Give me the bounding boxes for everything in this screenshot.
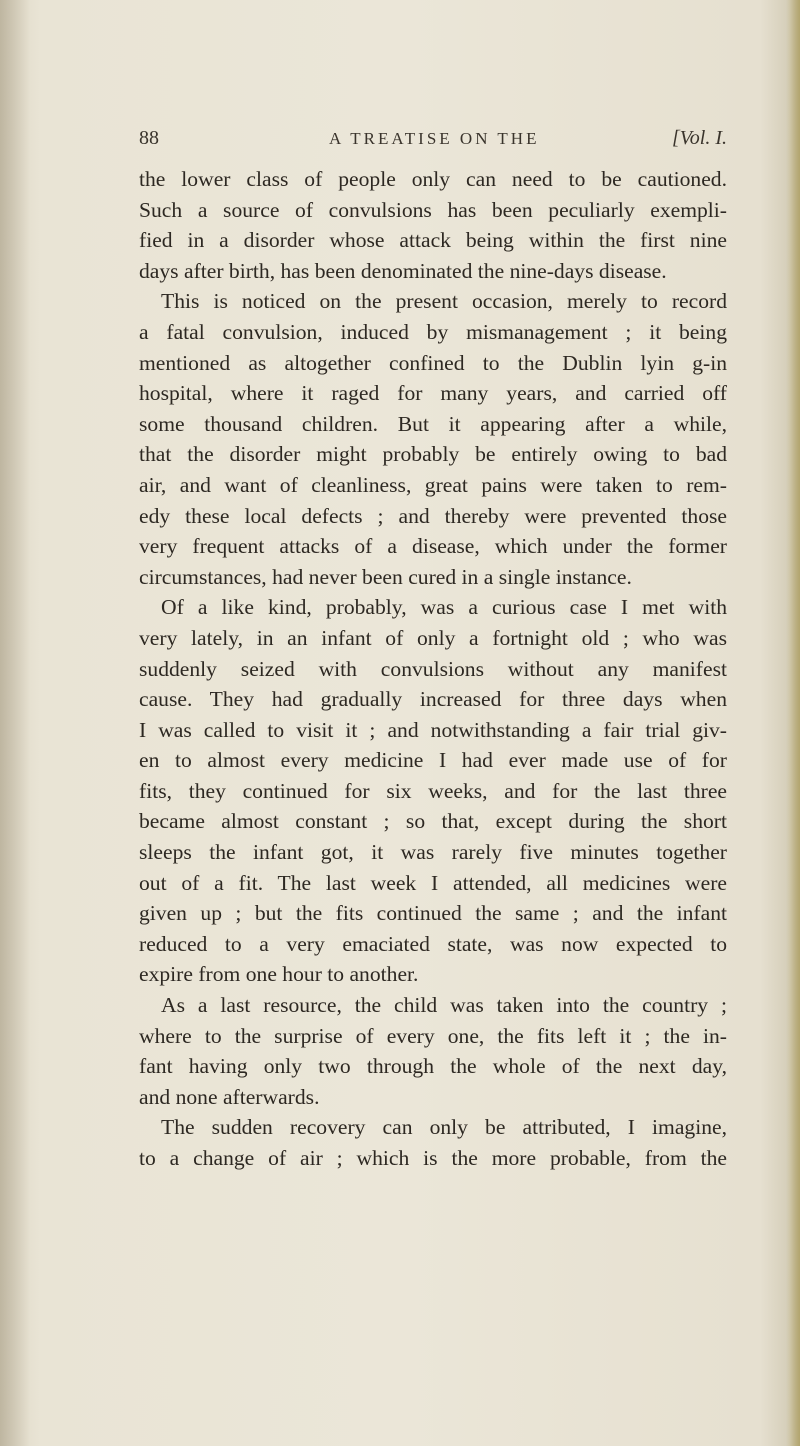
text-line: where to the surprise of every one, the fits left it ; the in- bbox=[139, 1023, 727, 1048]
text-line: en to almost every medicine I had ever made use of for bbox=[139, 748, 727, 773]
text-line: given up ; but the fits continued the same ; and the infant bbox=[139, 901, 727, 926]
text-line: hospital, where it raged for many years, and carried off bbox=[139, 381, 727, 406]
text-line: mentioned as altogether confined to the Dublin lyin g-in bbox=[139, 350, 727, 375]
text-line: fant having only two through the whole of the next day, bbox=[139, 1054, 727, 1079]
text-line: fied in a disorder whose attack being within the first nine bbox=[139, 228, 727, 253]
text-line: fits, they continued for six weeks, and for the last three bbox=[139, 778, 727, 803]
text-line: very frequent attacks of a disease, which under the former bbox=[139, 534, 727, 559]
text-line: that the disorder might probably be entirely owing to bad bbox=[139, 442, 727, 467]
text-line: very lately, in an infant of only a fortnight old ; who was bbox=[139, 625, 727, 650]
text-line: days after birth, has been denominated the nine-days disease. bbox=[139, 258, 667, 283]
text-line: As a last resource, the child was taken into the country ; bbox=[161, 993, 727, 1018]
text-line: a fatal convulsion, induced by mismanagement ; it being bbox=[139, 319, 727, 344]
text-line: sleeps the infant got, it was rarely five minutes together bbox=[139, 840, 727, 865]
text-line: reduced to a very emaciated state, was now expected to bbox=[139, 931, 727, 956]
text-line: The sudden recovery can only be attributed, I imagine, bbox=[161, 1115, 727, 1140]
text-line: the lower class of people only can need to be cautioned. bbox=[139, 167, 727, 191]
text-line: This is noticed on the present occasion, merely to record bbox=[161, 289, 727, 314]
text-line: Of a like kind, probably, was a curious case I met with bbox=[161, 595, 727, 620]
text-line: Such a source of convulsions has been peculiarly exempli- bbox=[139, 197, 727, 222]
body-text bbox=[139, 164, 727, 1174]
page-edge bbox=[786, 0, 800, 1446]
text-line: to a change of air ; which is the more probable, from the bbox=[139, 1146, 727, 1170]
text-line: I was called to visit it ; and notwithstanding a fair trial giv- bbox=[139, 717, 727, 742]
text-line: some thousand children. But it appearing after a while, bbox=[139, 411, 727, 436]
running-title: A TREATISE ON THE bbox=[329, 129, 540, 148]
text-line: became almost constant ; so that, except during the short bbox=[139, 809, 727, 834]
page-number: 88 bbox=[139, 127, 159, 149]
page-gutter-shadow bbox=[0, 0, 30, 1446]
page-header bbox=[139, 127, 727, 155]
text-line: suddenly seized with convulsions without any manifest bbox=[139, 656, 727, 681]
text-line: out of a fit. The last week I attended, all medicines were bbox=[139, 870, 727, 895]
text-line: expire from one hour to another. bbox=[139, 962, 419, 987]
text-line: cause. They had gradually increased for three days when bbox=[139, 687, 727, 712]
text-line: edy these local defects ; and thereby were prevented those bbox=[139, 503, 727, 528]
volume-label: [Vol. I. bbox=[672, 127, 727, 149]
text-line: air, and want of cleanliness, great pains were taken to rem- bbox=[139, 472, 727, 497]
text-line: circumstances, had never been cured in a single instance. bbox=[139, 564, 632, 589]
text-line: and none afterwards. bbox=[139, 1084, 320, 1109]
